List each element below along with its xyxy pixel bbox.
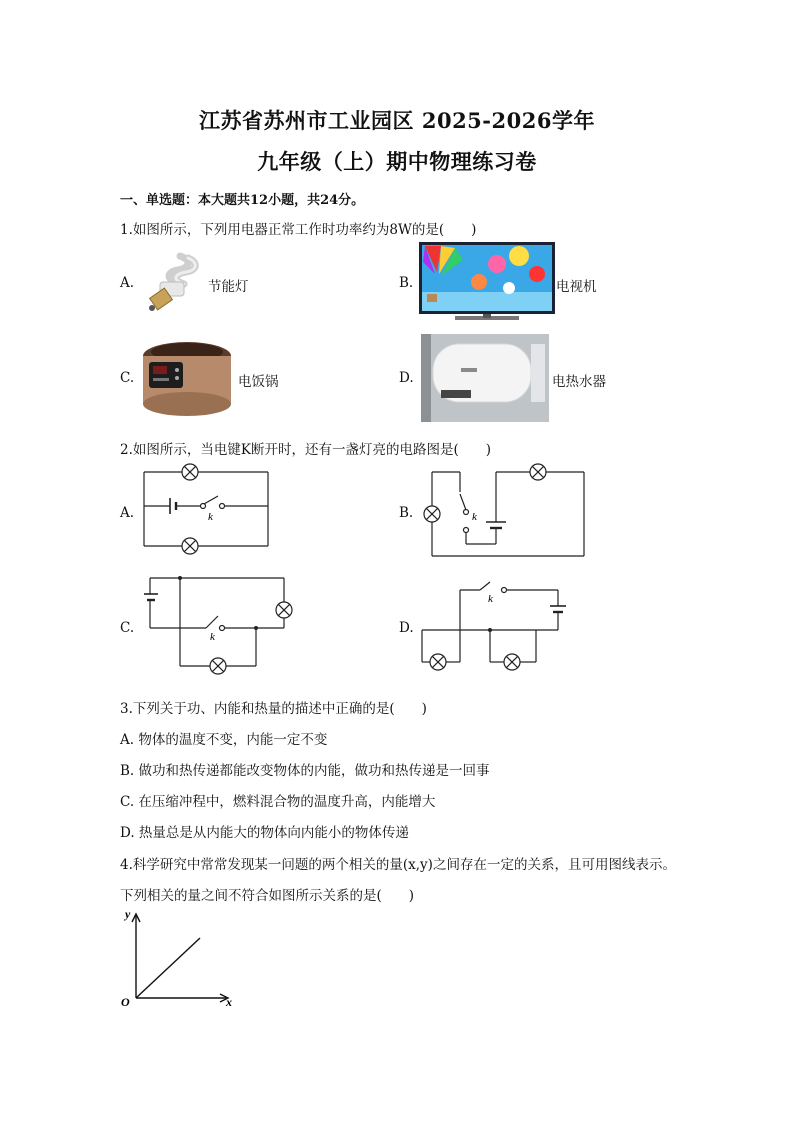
- q3-option-a: A. 物体的温度不变，内能一定不变: [120, 732, 328, 748]
- graph-origin-label: O: [121, 995, 130, 1009]
- q1-option-d-label: D.: [399, 370, 414, 386]
- circuit-diagram-c: [140, 572, 300, 672]
- q1-option-b-caption: 电视机: [556, 279, 597, 295]
- page-title-line1: 江苏省苏州市工业园区 2025-2026学年: [199, 108, 595, 133]
- rice-cooker-image: [137, 336, 237, 418]
- q1-stem: 1.如图所示，下列用电器正常工作时功率约为8W的是( ): [120, 222, 477, 238]
- switch-k-label-b: k: [472, 511, 477, 523]
- q1-option-b-label: B.: [399, 275, 414, 291]
- page-title-line2: 九年级（上）期中物理练习卷: [257, 149, 537, 174]
- tv-image: [419, 242, 555, 326]
- cfl-bulb-image: [138, 248, 208, 316]
- water-heater-image: [421, 334, 549, 422]
- q1-option-a-label: A.: [120, 275, 135, 291]
- graph-x-label: x: [226, 995, 232, 1009]
- q2-option-a-label: A.: [120, 505, 135, 521]
- circuit-diagram-d: [418, 580, 578, 674]
- circuit-diagram-a: [140, 460, 274, 556]
- q1-option-d-caption: 电热水器: [552, 374, 606, 390]
- switch-k-label-d: k: [488, 593, 493, 605]
- q4-stem-line1: 4.科学研究中常常发现某一问题的两个相关的量(x,y)之间存在一定的关系，且可用图线表示。: [120, 857, 676, 873]
- linear-graph: [118, 906, 238, 1010]
- q1-option-c-label: C.: [120, 370, 135, 386]
- q3-stem: 3.下列关于功、内能和热量的描述中正确的是( ): [120, 701, 427, 717]
- graph-y-label: y: [125, 907, 131, 921]
- q2-option-d-label: D.: [399, 620, 414, 636]
- q3-option-d: D. 热量总是从内能大的物体向内能小的物体传递: [120, 825, 409, 841]
- q1-option-a-caption: 节能灯: [208, 279, 249, 295]
- q2-option-b-label: B.: [399, 505, 414, 521]
- switch-k-label-c: k: [210, 631, 215, 643]
- circuit-diagram-b: [418, 460, 590, 560]
- section-heading: 一、单选题：本大题共12小题，共24分。: [120, 193, 365, 208]
- q2-option-c-label: C.: [120, 620, 135, 636]
- q3-option-c: C. 在压缩冲程中，燃料混合物的温度升高，内能增大: [120, 794, 436, 810]
- q3-option-b: B. 做功和热传递都能改变物体的内能，做功和热传递是一回事: [120, 763, 490, 779]
- q1-option-c-caption: 电饭锅: [238, 374, 279, 390]
- q4-stem-line2: 下列相关的量之间不符合如图所示关系的是( ): [120, 888, 415, 904]
- switch-k-label-a: k: [208, 511, 213, 523]
- q2-stem: 2.如图所示，当电键K断开时，还有一盏灯亮的电路图是( ): [120, 442, 491, 458]
